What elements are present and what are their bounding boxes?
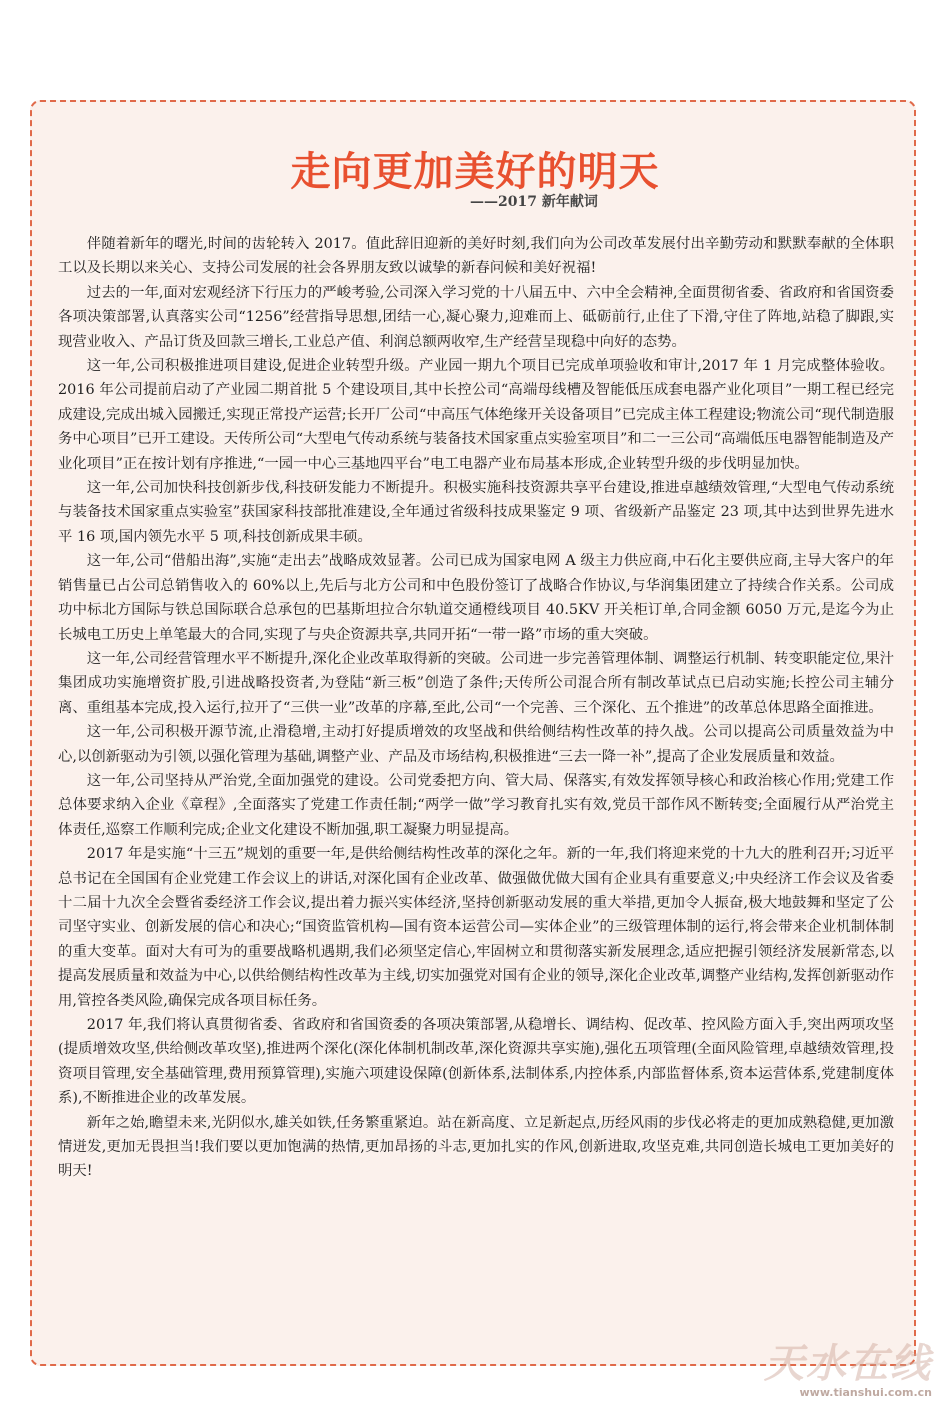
paragraph-11: 新年之始,瞻望未来,光阴似水,雄关如铁,任务繁重紧迫。站在新高度、立足新起点,历经风雨的步伐必将走的更加成熟稳健,更加激情迸发,更加无畏担当!我们要以更加饱满的热情,更加昂扬的斗志,更加扎实的作风,创新进取,攻坚克难,共同创造长城电工更加美好的明天! — [58, 1114, 894, 1180]
article-subtitle: ——2017 新年献词 — [470, 194, 598, 210]
article-title: 走向更加美好的明天 — [290, 149, 660, 195]
paragraph-2: 过去的一年,面对宏观经济下行压力的严峻考验,公司深入学习党的十八届五中、六中全会精神,全面贯彻省委、省政府和省国资委各项决策部署,认真落实公司“1256”经营指导思想,团结一心,凝心聚力,迎难而上、砥砺前行,止住了下滑,守住了阵地,站稳了脚跟,实现营业收入、产品订货及回款三增长,工业总产值、利润总额两收窄,生产经营呈现稳中向好的态势。 — [58, 284, 894, 350]
site-watermark — [764, 1342, 932, 1399]
watermark-logo: 天水在线 — [764, 1341, 932, 1387]
paragraph-3: 这一年,公司积极推进项目建设,促进企业转型升级。产业园一期九个项目已完成单项验收和审计,2017 年 1 月完成整体验收。2016 年公司提前启动了产业园二期首批 5 个建设项目,其中长控公司“高端母线槽及智能低压成套电器产业化项目”一期工程已经完成建设,完成出城入园搬迁,实现正常投产运营;长开厂公司“中高压气体绝缘开关设备项目”已完成主体工程建设;物流公司“现代制造服务中心项目”已开工建设。天传所公司“大型电气传动系统与装备技术国家重点实验室项目”和二一三公司“高端低压电器智能制造及产业化项目”正在按计划有序推进,“一园一中心三基地四平台”电工电器产业布局基本形成,企业转型升级的步伐明显加快。 — [58, 358, 894, 472]
paragraph-1: 伴随着新年的曙光,时间的齿轮转入 2017。值此辞旧迎新的美好时刻,我们向为公司改革发展付出辛勤劳动和默默奉献的全体职工以及长期以来关心、支持公司发展的社会各界朋友致以诚挚的新春问候和美好祝福! — [58, 236, 894, 277]
paragraph-5: 这一年,公司“借船出海”,实施“走出去”战略成效显著。公司已成为国家电网 A 级主力供应商,中石化主要供应商,主导大客户的年销售量已占公司总销售收入的 60%以上,先后与北方公司和中色股份签订了战略合作协议,与华润集团建立了持续合作关系。公司成功中标北方国际与铁总国际联合总承包的巴基斯坦拉合尔轨道交通橙线项目 40.5KV 开关柜订单,合同金额 6050 万元,是迄今为止长城电工历史上单笔最大的合同,实现了与央企资源共享,共同开拓“一带一路”市场的重大突破。 — [58, 553, 894, 643]
paragraph-8: 这一年,公司坚持从严治党,全面加强党的建设。公司党委把方向、管大局、保落实,有效发挥领导核心和政治核心作用;党建工作总体要求纳入企业《章程》,全面落实了党建工作责任制;“两学一做”学习教育扎实有效,党员干部作风不断转变;全面履行从严治党主体责任,巡察工作顺利完成;企业文化建设不断加强,职工凝聚力明显提高。 — [58, 772, 894, 838]
article-body — [58, 232, 894, 1184]
paragraph-9: 2017 年是实施“十三五”规划的重要一年,是供给侧结构性改革的深化之年。新的一年,我们将迎来党的十九大的胜利召开;习近平总书记在全国国有企业党建工作会议上的讲话,对深化国有企业改革、做强做优做大国有企业具有重要意义;中央经济工作会议及省委十二届十九次全会暨省委经济工作会议,提出着力振兴实体经济,坚持创新驱动发展的重大举措,更加令人振奋,极大地鼓舞和坚定了公司坚守实业、创新发展的信心和决心;“国资监管机构—国有资本运营公司—实体企业”的三级管理体制的运行,将会带来企业机制体制的重大变革。面对大有可为的重要战略机遇期,我们必须坚定信心,牢固树立和贯彻落实新发展理念,适应把握引领经济发展新常态,以提高发展质量和效益为中心,以供给侧结构性改革为主线,切实加强党对国有企业的领导,深化企业改革,调整产业结构,发挥创新驱动作用,管控各类风险,确保完成各项目标任务。 — [58, 846, 894, 1009]
paragraph-10: 2017 年,我们将认真贯彻省委、省政府和省国资委的各项决策部署,从稳增长、调结构、促改革、控风险方面入手,突出两项攻坚(提质增效攻坚,供给侧改革攻坚),推进两个深化(深化体制机制改革,深化资源共享实施),强化五项管理(全面风险管理,卓越绩效管理,投资项目管理,安全基础管理,费用预算管理),实施六项建设保障(创新体系,法制体系,内控体系,内部监督体系,资本运营体系,党建制度体系),不断推进企业的改革发展。 — [58, 1017, 894, 1107]
paragraph-4: 这一年,公司加快科技创新步伐,科技研发能力不断提升。积极实施科技资源共享平台建设,推进卓越绩效管理,“大型电气传动系统与装备技术国家重点实验室”获国家科技部批准建设,全年通过省级科技成果鉴定 9 项、省级新产品鉴定 23 项,其中达到世界先进水平 16 项,国内领先水平 5 项,科技创新成果丰硕。 — [58, 480, 894, 545]
watermark-url: www.tianshui.com.cn — [799, 1386, 932, 1399]
paragraph-7: 这一年,公司积极开源节流,止滑稳增,主动打好提质增效的攻坚战和供给侧结构性改革的持久战。公司以提高公司质量效益为中心,以创新驱动为引领,以强化管理为基础,调整产业、产品及市场结构,积极推进“三去一降一补”,提高了企业发展质量和效益。 — [58, 724, 894, 765]
paragraph-6: 这一年,公司经营管理水平不断提升,深化企业改革取得新的突破。公司进一步完善管理体制、调整运行机制、转变职能定位,果汁集团成功实施增资扩股,引进战略投资者,为登陆“新三板”创造了条件;天传所公司混合所有制改革试点已启动实施;长控公司主辅分离、重组基本完成,投入运行,拉开了“三供一业”改革的序幕,至此,公司“一个完善、三个深化、五个推进”的改革总体思路全面推进。 — [58, 650, 894, 716]
